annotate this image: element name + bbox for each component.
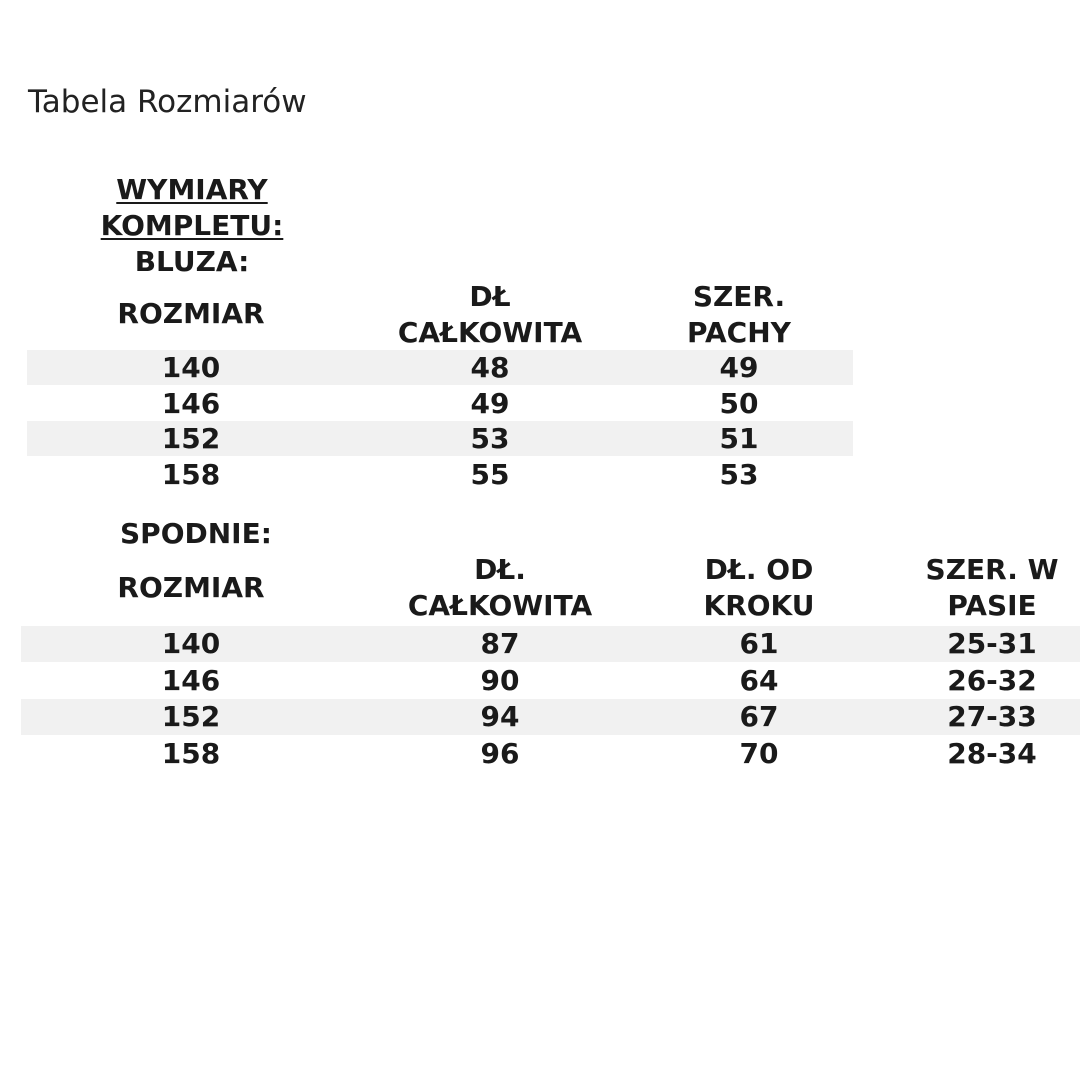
cell-size: 158 [161, 737, 221, 770]
cell-size: 140 [161, 351, 221, 384]
cell-size: 146 [161, 387, 221, 420]
section-heading [100, 172, 284, 280]
heading-line-3: BLUZA: [134, 245, 250, 278]
bluza-header-szer: SZER. PACHY [687, 280, 791, 349]
cell-width: 50 [719, 387, 759, 420]
spodnie-header-krok: DŁ. OD KROKU [703, 553, 815, 622]
bluza-header-dl: DŁ CAŁKOWITA [397, 280, 583, 349]
cell-length: 87 [480, 627, 520, 660]
spodnie-header-rozmiar: ROZMIAR [117, 571, 265, 604]
spodnie-label: SPODNIE: [120, 517, 272, 550]
cell-width: 51 [719, 422, 759, 455]
cell-waist: 26-32 [947, 664, 1037, 697]
cell-length: 48 [470, 351, 510, 384]
cell-width: 53 [719, 458, 759, 491]
cell-size: 158 [161, 458, 221, 491]
cell-inseam: 61 [739, 627, 779, 660]
cell-size: 152 [161, 700, 221, 733]
cell-inseam: 64 [739, 664, 779, 697]
cell-length: 53 [470, 422, 510, 455]
cell-waist: 27-33 [947, 700, 1037, 733]
cell-length: 90 [480, 664, 520, 697]
cell-length: 96 [480, 737, 520, 770]
heading-line-1: WYMIARY [116, 173, 268, 206]
cell-length: 94 [480, 700, 520, 733]
cell-inseam: 67 [739, 700, 779, 733]
bluza-header-rozmiar: ROZMIAR [117, 297, 265, 330]
spodnie-header-pas: SZER. W PASIE [925, 553, 1059, 622]
cell-size: 146 [161, 664, 221, 697]
cell-length: 49 [470, 387, 510, 420]
cell-size: 152 [161, 422, 221, 455]
cell-width: 49 [719, 351, 759, 384]
cell-waist: 28-34 [947, 737, 1037, 770]
cell-size: 140 [161, 627, 221, 660]
page-title: Tabela Rozmiarów [28, 84, 307, 120]
spodnie-header-dl: DŁ. CAŁKOWITA [407, 553, 593, 622]
cell-inseam: 70 [739, 737, 779, 770]
cell-waist: 25-31 [947, 627, 1037, 660]
heading-line-2: KOMPLETU: [100, 209, 284, 242]
cell-length: 55 [470, 458, 510, 491]
